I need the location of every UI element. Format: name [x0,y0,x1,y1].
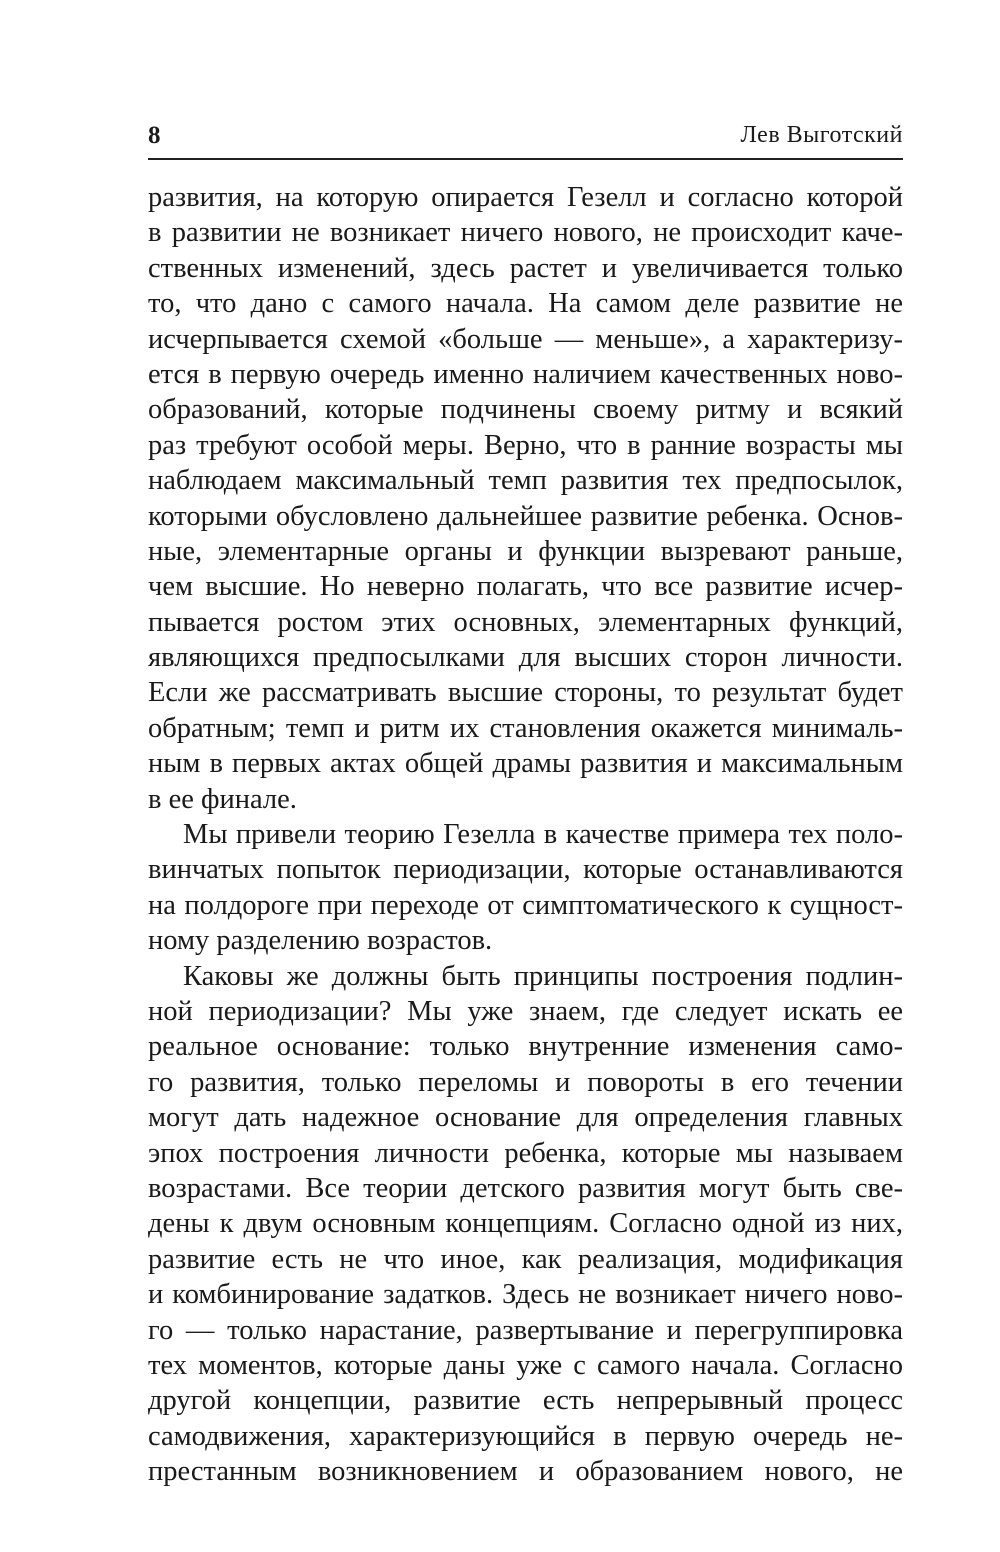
text-line: ные, элементарные органы и функции вызревают раньше, [148,535,903,567]
paragraph [148,180,903,817]
text-line: го — только нарастание, развертывание и перегруппировка [148,1314,903,1346]
text-line: тех моментов, которые даны уже с самого начала. Согласно [148,1349,903,1381]
text-line: на полдороге при переходе от симптоматического к сущност- [148,889,903,921]
body-text [148,180,903,1489]
text-line: чем высшие. Но неверно полагать, что все развитие исчер- [148,571,903,603]
text-line: ется в первую очередь именно наличием качественных ново- [148,358,903,390]
text-line: и комбинирование задатков. Здесь не возникает ничего ново- [148,1279,903,1311]
text-line: образований, которые подчинены своему ритму и всякий [148,394,903,426]
text-line: престанным возникновением и образованием нового, не [148,1456,903,1488]
text-line: развития, на которую опирается Гезелл и согласно которой [148,182,903,213]
text-line: в развитии не возникает ничего нового, не происходит каче- [148,217,903,249]
text-line: ным в первых актах общей драмы развития и максимальным [148,748,903,780]
page-header [148,118,903,160]
text-line: возрастами. Все теории детского развития могут быть све- [148,1172,903,1204]
text-line: Каковы же должны быть принципы построения подлин- [183,960,903,992]
text-line: ной периодизации? Мы уже знаем, где следует искать ее [148,995,903,1027]
text-line: которыми обусловлено дальнейшее развитие ребенка. Основ- [148,500,903,532]
text-line: дены к двум основным концепциям. Согласно одной из них, [148,1208,903,1240]
text-line: наблюдаем максимальный темп развития тех предпосылок, [148,465,903,497]
text-line: винчатых попыток периодизации, которые останавливаются [148,854,903,886]
text-line: обратным; темп и ритм их становления окажется минималь- [148,712,903,744]
running-head-author: Лев Выготский [740,122,903,148]
text-line: самодвижения, характеризующийся в первую очередь не- [148,1420,903,1452]
text-line: ному разделению возрастов. [148,925,493,957]
paragraph [148,817,903,959]
text-line: являющихся предпосылками для высших сторон личности. [148,642,903,674]
page-number: 8 [148,122,161,149]
text-line: в ее финале. [148,783,297,815]
text-line: другой концепции, развитие есть непрерывный процесс [148,1385,903,1417]
text-line: то, что дано с самого начала. На самом деле развитие не [148,288,903,320]
paragraph [148,959,903,1490]
text-line: ственных изменений, здесь растет и увеличивается только [148,252,903,284]
text-line: пывается ростом этих основных, элементарных функций, [148,606,903,638]
text-line: развитие есть не что иное, как реализация, модификация [148,1243,903,1275]
text-line: исчерпывается схемой «больше — меньше», а характеризу- [148,323,903,355]
text-line: эпох построения личности ребенка, которые мы называем [148,1137,903,1169]
text-line: Мы привели теорию Гезелла в качестве примера тех поло- [183,819,903,851]
text-line: го развития, только переломы и повороты в его течении [148,1066,903,1098]
text-line: могут дать надежное основание для определения главных [148,1102,903,1134]
text-line: реальное основание: только внутренние изменения само- [148,1031,903,1063]
text-line: Если же рассматривать высшие стороны, то результат будет [148,677,903,709]
text-line: раз требуют особой меры. Верно, что в ранние возрасты мы [148,429,903,461]
